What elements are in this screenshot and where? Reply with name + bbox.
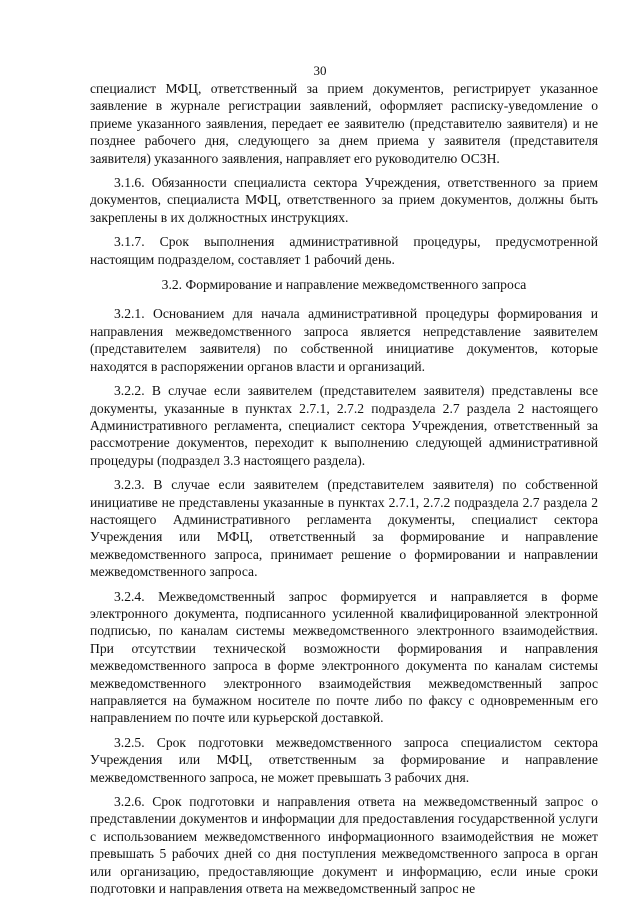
paragraph-3-2-2: 3.2.2. В случае если заявителем (представителем заявителя) представлены все документы, указанные в пунктах 2.7.1, 2.7.2 подраздела 2.7 раздела 2 настоящего Административного регламента, специалист сектора Учреждения, ответственный за рассмотрение документов, переходит к выполнению следующей административной процедуры (подраздел 3.3 настоящего раздела). [90, 383, 598, 468]
paragraph-3-2-3: 3.2.3. В случае если заявителем (представителем заявителя) по собственной инициативе не представлены указанные в пунктах 2.7.1, 2.7.2 подраздела 2.7 раздела 2 настоящего Административного регламента документы, специалист сектора Учреждения или МФЦ, ответственный за формирование и направление межведомственного запроса, принимает решение о формировании и направлении межведомственного запроса. [90, 477, 598, 580]
document-body [90, 80, 598, 904]
paragraph-continuation: специалист МФЦ, ответственный за прием документов, регистрирует указанное заявление в журнале регистрации заявлений, оформляет расписку-уведомление о приеме указанного заявления, передает ее заявителю (представителю заявителя) и не позднее рабочего дня, следующего за днем приема у заявителя (представителя заявителя) указанного заявления, направляет его руководителю ОСЗН. [90, 81, 598, 166]
page-number: 30 [313, 63, 327, 78]
paragraph-3-2-1: 3.2.1. Основанием для начала административной процедуры формирования и направления межведомственного запроса является непредставление заявителем (представителем заявителя) по собственной инициативе документов, которые находятся в распоряжении органов власти и организаций. [90, 306, 598, 374]
section-heading-3-2: 3.2. Формирование и направление межведомственного запроса [161, 277, 527, 293]
paragraph-3-2-4: 3.2.4. Межведомственный запрос формируется и направляется в форме электронного документа, подписанного усиленной квалифицированной электронной подписью, по каналам системы межведомственного электронного взаимодействия. При отсутствии технической возможности формирования и направления межведомственного запроса в форме электронного документа по каналам системы межведомственного электронного взаимодействия межведомственный запрос направляется на бумажном носителе по почте либо по факсу с одновременным его направлением по почте или курьерской доставкой. [90, 588, 598, 726]
paragraph-3-1-7: 3.1.7. Срок выполнения административной процедуры, предусмотренной настоящим подразделом, составляет 1 рабочий день. [90, 234, 598, 267]
paragraph-3-2-5: 3.2.5. Срок подготовки межведомственного запроса специалистом сектора Учреждения или МФЦ, ответственным за формирование и направление межведомственного запроса, не может превышать 3 рабочих дня. [90, 734, 598, 785]
paragraph-3-2-6: 3.2.6. Срок подготовки и направления ответа на межведомственный запрос о представлении документов и информации для предоставления государственной услуги с использованием межведомственного информационного взаимодействия не может превышать 5 рабочих дней со дня поступления межведомственного запроса в орган или организацию, предоставляющие документ и информацию, если иные сроки подготовки и направления ответа на межведомственный запрос не [90, 794, 598, 897]
paragraph-3-1-6: 3.1.6. Обязанности специалиста сектора Учреждения, ответственного за прием документов, специалиста МФЦ, ответственного за прием документов, должны быть закреплены в их должностных инструкциях. [90, 175, 598, 225]
